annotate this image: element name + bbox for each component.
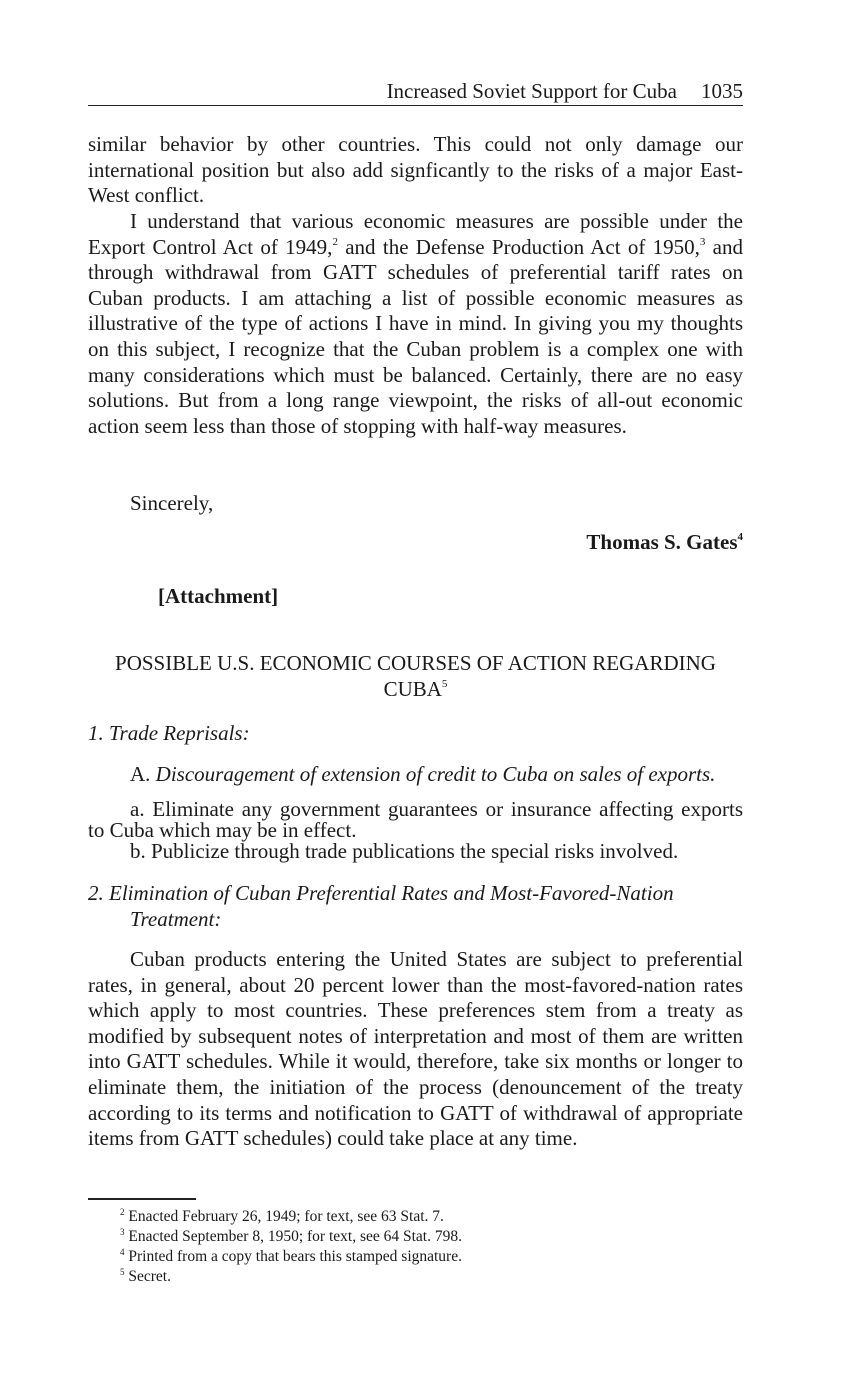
footnote-ref-4: 4 bbox=[737, 531, 743, 543]
section-2-body: Cuban products entering the United States are subject to preferential rates, in general, about 20 percent lower than the most-favored-nation rates which apply to most countries. These preferences stem from a treaty as modified by subsequent notes of interpretation and most of them are written into GATT schedules. While it would, therefore, take six months or longer to eliminate them, the initiation of the process (denouncement of the treaty according to its terms and notification to GATT of withdrawal of appropriate items from GATT schedules) could take place at any time. bbox=[88, 947, 743, 1151]
section-2-heading-line-1: 2. Elimination of Cuban Preferential Rates and Most-Favored-Nation bbox=[88, 881, 674, 905]
footnote-4-number: 4 bbox=[120, 1247, 125, 1257]
list-item-a: a. Eliminate any government guarantees or insurance affecting exports to Cuba which may be in effect. bbox=[88, 797, 743, 842]
footnote-4-text: Printed from a copy that bears this stamped signature. bbox=[128, 1248, 462, 1265]
list-item-b: b. Publicize through trade publications the special risks involved. bbox=[130, 839, 679, 863]
section-2-heading-line-2: Treatment: bbox=[130, 907, 222, 931]
signature-name: Thomas S. Gates bbox=[586, 530, 738, 554]
footnote-2-number: 2 bbox=[120, 1207, 125, 1217]
letter-paragraph-2-part-3: and through withdrawal from GATT schedules of preferential tariff rates on Cuban products. I am attaching a list of possible economic measures as illustrative of the type of actions I have in mind. In giving you my thoughts on this subject, I recognize that the Cuban problem is a complex one with many considerations which must be balanced. Certainly, there are no easy solutions. But from a long range viewpoint, the risks of all-out economic action seem less than those of stopping with half-way measures. bbox=[88, 234, 743, 438]
attachment-title bbox=[88, 650, 743, 702]
letter-paragraph-2-part-2: and the Defense Production Act of 1950, bbox=[337, 234, 700, 259]
attachment-title-line-1: POSSIBLE U.S. ECONOMIC COURSES OF ACTION REGARDING bbox=[115, 651, 716, 675]
attachment-title-line-2 bbox=[88, 676, 743, 702]
footnote-3 bbox=[120, 1227, 462, 1247]
letter-paragraph-2 bbox=[88, 209, 743, 439]
attachment-label: [Attachment] bbox=[158, 584, 279, 608]
page-number: 1035 bbox=[701, 79, 743, 103]
footnotes bbox=[120, 1207, 462, 1287]
footnote-5-number: 5 bbox=[120, 1267, 125, 1277]
signature bbox=[586, 528, 743, 556]
footnote-3-text: Enacted September 8, 1950; for text, see 64 Stat. 798. bbox=[128, 1228, 462, 1245]
section-2-heading bbox=[88, 880, 743, 932]
section-1-subheading bbox=[130, 761, 715, 787]
letter-paragraph-2-part-1: I understand that various economic measures are possible under the Export Control Act of 1949, bbox=[88, 209, 743, 259]
section-1-heading: 1. Trade Reprisals: bbox=[88, 721, 250, 745]
footnote-4 bbox=[120, 1247, 462, 1267]
subheading-text: Discouragement of extension of credit to Cuba on sales of exports. bbox=[155, 762, 716, 786]
footnote-2 bbox=[120, 1207, 462, 1227]
footnote-divider bbox=[88, 1198, 196, 1200]
footnote-ref-3: 3 bbox=[699, 235, 706, 248]
attachment-title-cuba: CUBA bbox=[383, 677, 442, 701]
footnote-ref-5: 5 bbox=[441, 678, 448, 690]
footnote-5 bbox=[120, 1267, 462, 1287]
footnote-ref-2: 2 bbox=[332, 235, 338, 248]
footnote-3-number: 3 bbox=[120, 1227, 125, 1237]
subheading-prefix: A. bbox=[130, 762, 156, 786]
letter-closing: Sincerely, bbox=[130, 491, 214, 515]
running-header-title: Increased Soviet Support for Cuba bbox=[386, 79, 677, 103]
running-header bbox=[88, 78, 743, 106]
footnote-5-text: Secret. bbox=[128, 1268, 171, 1285]
letter-paragraph-1: similar behavior by other countries. This could not only damage our international position but also add signficantly to the risks of a major East-West conflict. bbox=[88, 132, 743, 208]
footnote-2-text: Enacted February 26, 1949; for text, see 63 Stat. 7. bbox=[128, 1208, 444, 1225]
